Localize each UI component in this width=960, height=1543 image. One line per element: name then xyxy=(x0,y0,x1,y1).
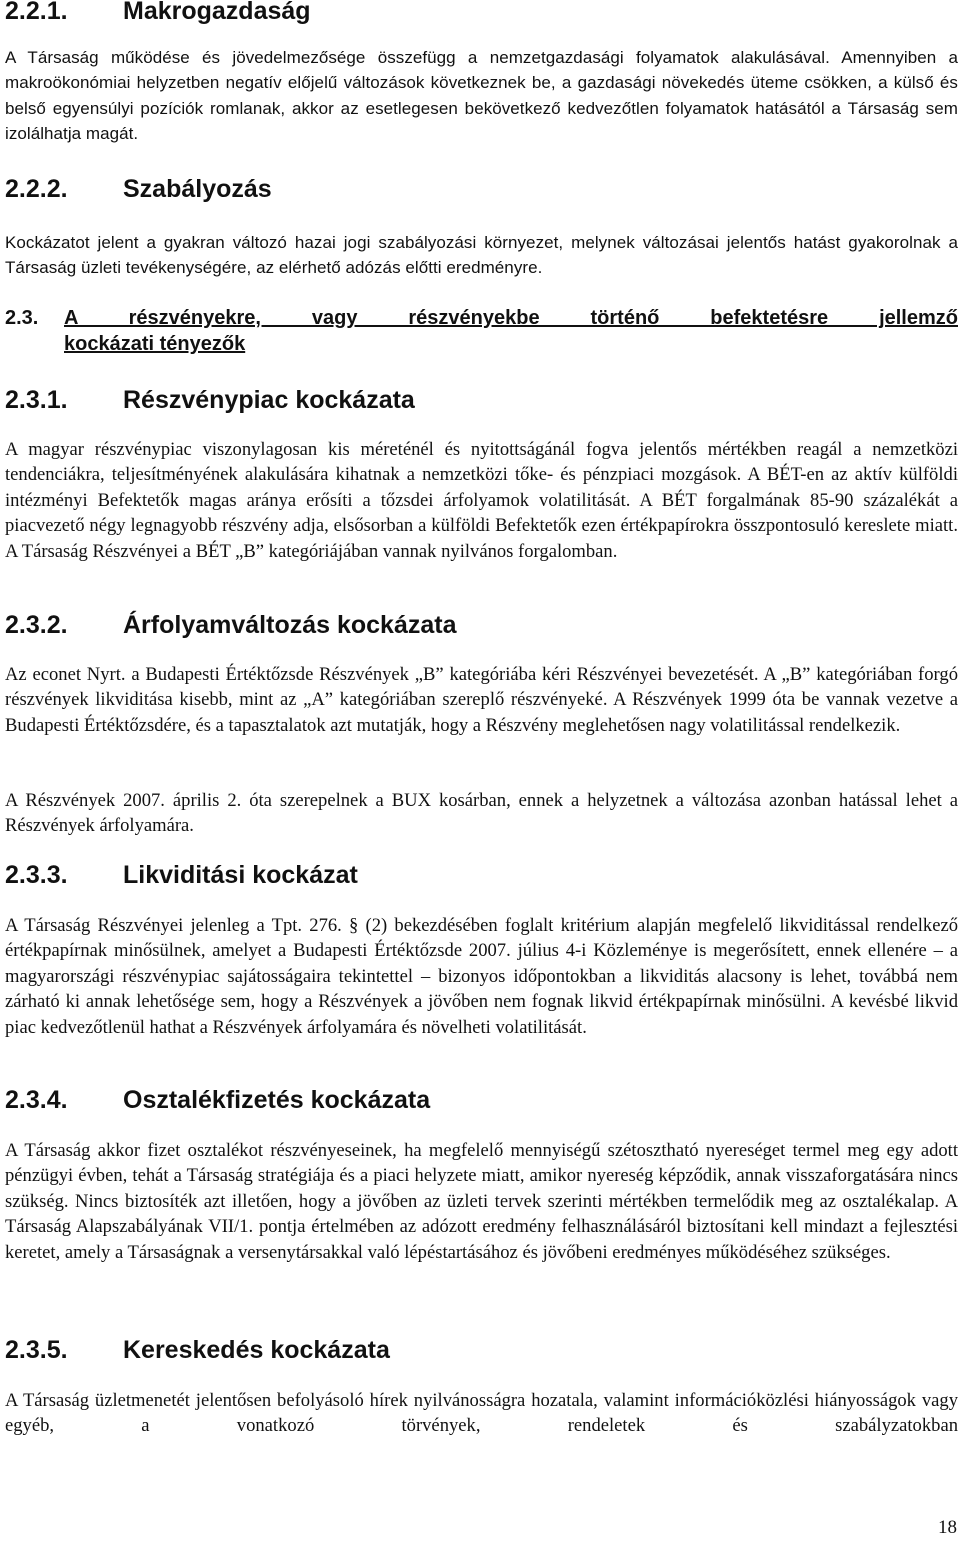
heading-title: Árfolyamváltozás kockázata xyxy=(123,611,457,639)
heading-title: Szabályozás xyxy=(123,175,272,203)
heading-2-3-2 xyxy=(5,610,958,640)
heading-number: 2.3.1. xyxy=(5,386,68,414)
heading-title: Makrogazdaság xyxy=(123,0,311,25)
paragraph-osztalek: A Társaság akkor fizet osztalékot részvényeseinek, ha megfelelő mennyiségű szétosztható nyereséget termel meg egy adott pénzügyi évben, tehát a Társaság stratégiája és a piaci helyzete miatt, amikor nyereség képződik, annak visszaforgatására nincs szükség. Nincs biztosíték azt illetően, hogy a jövőben az üzleti tervek szerinti mértékben termelődik meg az osztalékalap. A Társaság Alapszabályának VII/1. pontja értelmében az adózott eredmény felhasználásáról biztosítani kell mindazt a fejlesztési keretet, amely a Társaságnak a versenytársakkal való lépéstartásához és jövőbeni eredményes működéséhez szükséges. xyxy=(5,1140,958,1263)
heading-title: Kereskedés kockázata xyxy=(123,1336,390,1364)
heading-2-3-4 xyxy=(5,1085,958,1115)
heading-2-3-3 xyxy=(5,860,958,890)
paragraph-reszvenypiac: A magyar részvénypiac viszonylagosan kis méreténél és nyitottságánál fogva jelentős mértékben reagál a nemzetközi tendenciákra, teljesítményének alakulására kihatnak a nemzetközi tőke- és pénzpiaci mozgások. A BÉT-en az aktív külföldi intézményi Befektetők magas aránya erősíti a tőzsdei árfolyamok volatilitását. A BÉT forgalmának 85-90 százalékát a piacvezető négy legnagyobb részvény adja, elsősorban a külföldi Befektetők ezen értékpapírokra összpontosuló kereslete miatt. A Társaság Részvényei a BÉT „B” kategóriájában vannak nyilvános forgalomban. xyxy=(5,439,958,562)
page-number: 18 xyxy=(938,1517,957,1538)
paragraph-kereskedes: A Társaság üzletmenetét jelentősen befolyásoló hírek nyilvánosságra hozatala, valamint információközlési hiányosságok vagy egyéb, a vonatkozó törvények, rendeletek és szabályzatokban xyxy=(5,1390,958,1437)
paragraph-makrogazdasag: A Társaság működése és jövedelmezősége összefügg a nemzetgazdasági folyamatok alakulásával. Amennyiben a makroökonómiai helyzetben negatív előjelű változások következnek be, a gazdasági növekedés üteme csökken, a külső és belső egyensúlyi pozíciók romlanak, akkor az esetlegesen bekövetkező kedvezőtlen folyamatok hatásától a Társaság sem izolálhatja magát. xyxy=(5,48,958,144)
heading-title-line1: A részvényekre, vagy részvényekbe történő befektetésre jellemző xyxy=(64,307,958,329)
heading-line-1 xyxy=(5,305,958,331)
heading-title: Likviditási kockázat xyxy=(123,861,358,889)
heading-number: 2.3. xyxy=(5,307,39,329)
heading-number: 2.3.5. xyxy=(5,1336,68,1364)
heading-2-2-1 xyxy=(5,0,958,26)
heading-title: Részvénypiac kockázata xyxy=(123,386,415,414)
heading-2-3-1 xyxy=(5,385,958,415)
heading-line-2 xyxy=(5,331,958,357)
paragraph-arfolyam-2: A Részvények 2007. április 2. óta szerepelnek a BUX kosárban, ennek a helyzetnek a változása azonban hatással lehet a Részvények árfolyamára. xyxy=(5,790,958,837)
heading-number: 2.2.1. xyxy=(5,0,68,25)
heading-number: 2.2.2. xyxy=(5,175,68,203)
paragraph-likviditas: A Társaság Részvényei jelenleg a Tpt. 276. § (2) bekezdésében foglalt kritérium alapján megfelelő likviditással rendelkező értékpapírnak minősülnek, amelyet a Budapesti Értéktőzsde 2007. július 4-i Közleménye is megerősített, ennek ellenére – a magyarországi részvénypiac sajátosságaira tekintettel – bizonyos időpontokban a likviditás alacsony is lehet, továbbá nem zárható ki annak lehetősége sem, hogy a Részvények a jövőben nem fognak likvid értékpapírnak minősülni. A kevésbé likvid piac kedvezőtlenül hathat a Részvények árfolyamára és növelheti volatilitását. xyxy=(5,915,958,1038)
heading-number: 2.3.2. xyxy=(5,611,68,639)
heading-title: Osztalékfizetés kockázata xyxy=(123,1086,431,1114)
heading-2-3 xyxy=(5,305,958,357)
paragraph-arfolyam-1: Az econet Nyrt. a Budapesti Értéktőzsde Részvények „B” kategóriába kéri Részvényei bevezetését. A „B” kategóriában forgó részvények likviditása kisebb, mint az „A” kategóriában szereplő részvényeké. A Részvények 1999 óta be vannak vezetve a Budapesti Értéktőzsdére, és a tapasztalatok azt mutatják, hogy a Részvény meglehetősen nagy volatilitással rendelkezik. xyxy=(5,664,958,736)
heading-2-2-2 xyxy=(5,174,958,204)
heading-number: 2.3.3. xyxy=(5,861,68,889)
paragraph-szabalyozas: Kockázatot jelent a gyakran változó hazai jogi szabályozási környezet, melynek változásai jelentős hatást gyakorolnak a Társaság üzleti tevékenységére, az elérhető adózás előtti eredményre. xyxy=(5,233,958,278)
heading-number: 2.3.4. xyxy=(5,1086,68,1114)
heading-title-line2: kockázati tényezők xyxy=(64,333,246,355)
heading-2-3-5 xyxy=(5,1335,958,1365)
